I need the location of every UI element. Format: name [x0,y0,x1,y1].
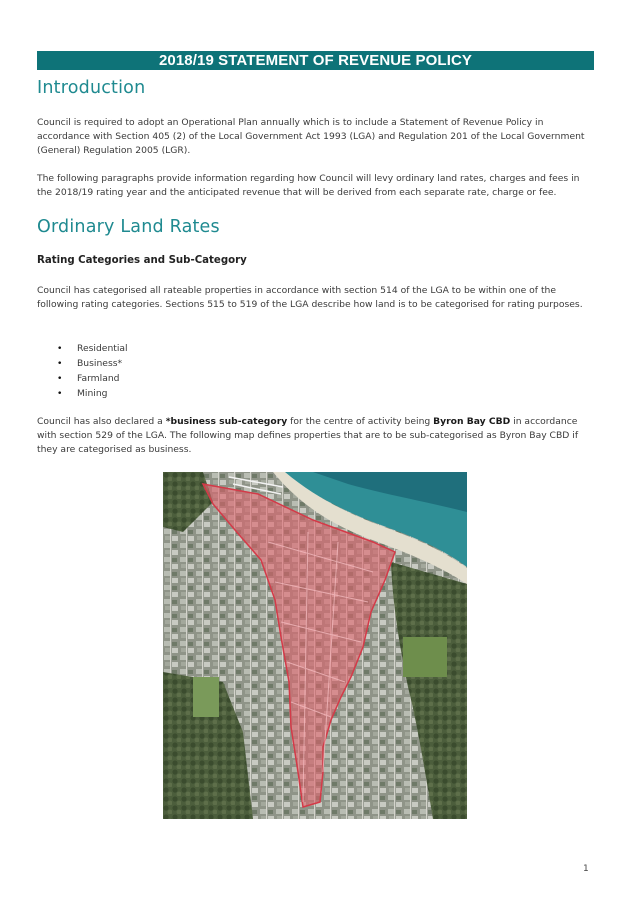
byron-bay-cbd-map [163,472,467,819]
category-business: Business* [77,358,123,369]
ordinary-land-rates-heading: Ordinary Land Rates [37,217,220,237]
byron-bay-cbd-term: Byron Bay CBD [433,416,511,427]
category-mining: Mining [77,388,108,399]
bullet-icon: • [57,373,63,384]
introduction-paragraph-2: The following paragraphs provide information regarding how Council will levy ordinary land rates, charges and fees in the 2018/19 rating year and the anticipated revenue that will be derived from each separate rate, charge or fee. [37,173,580,199]
page-number: 1 [583,864,589,874]
park-field [193,677,219,717]
introduction-paragraph-1: Council is required to adopt an Operational Plan annually which is to include a Statement of Revenue Policy in accordance with Section 405 (2) of the Local Government Act 1993 (LGA) and Regulation 201 of the Local Government (General) Regulation 2005 (LGR). [37,117,585,157]
category-residential: Residential [77,343,128,354]
business-sub-category-paragraph [37,415,597,458]
sub-category-text-start: Council has also declared a [37,416,166,427]
sub-category-text-mid: for the centre of activity being [287,416,434,427]
bullet-icon: • [57,388,63,399]
list-item [57,386,128,401]
introduction-heading: Introduction [37,78,146,98]
category-farmland: Farmland [77,373,120,384]
business-sub-category-term: *business sub-category [165,416,288,427]
rating-categories-subheading: Rating Categories and Sub-Category [37,255,247,266]
list-item [57,371,128,386]
bullet-icon: • [57,358,63,369]
list-item [57,341,128,356]
rating-categories-list [57,341,128,401]
bullet-icon: • [57,343,63,354]
list-item [57,356,128,371]
policy-title-banner: 2018/19 STATEMENT OF REVENUE POLICY [37,51,594,70]
rating-categories-paragraph: Council has categorised all rateable properties in accordance with section 514 of the LGA to be within one of the following rating categories. Sections 515 to 519 of the LGA describe how land is to be categorised for rating purposes. [37,285,583,311]
sports-field [403,637,447,677]
sub-category-text-end: in accordance with section 529 of the LGA. The following map defines properties that are to be sub-categorised as Byron Bay CBD if they are categorised as business. [37,416,579,456]
